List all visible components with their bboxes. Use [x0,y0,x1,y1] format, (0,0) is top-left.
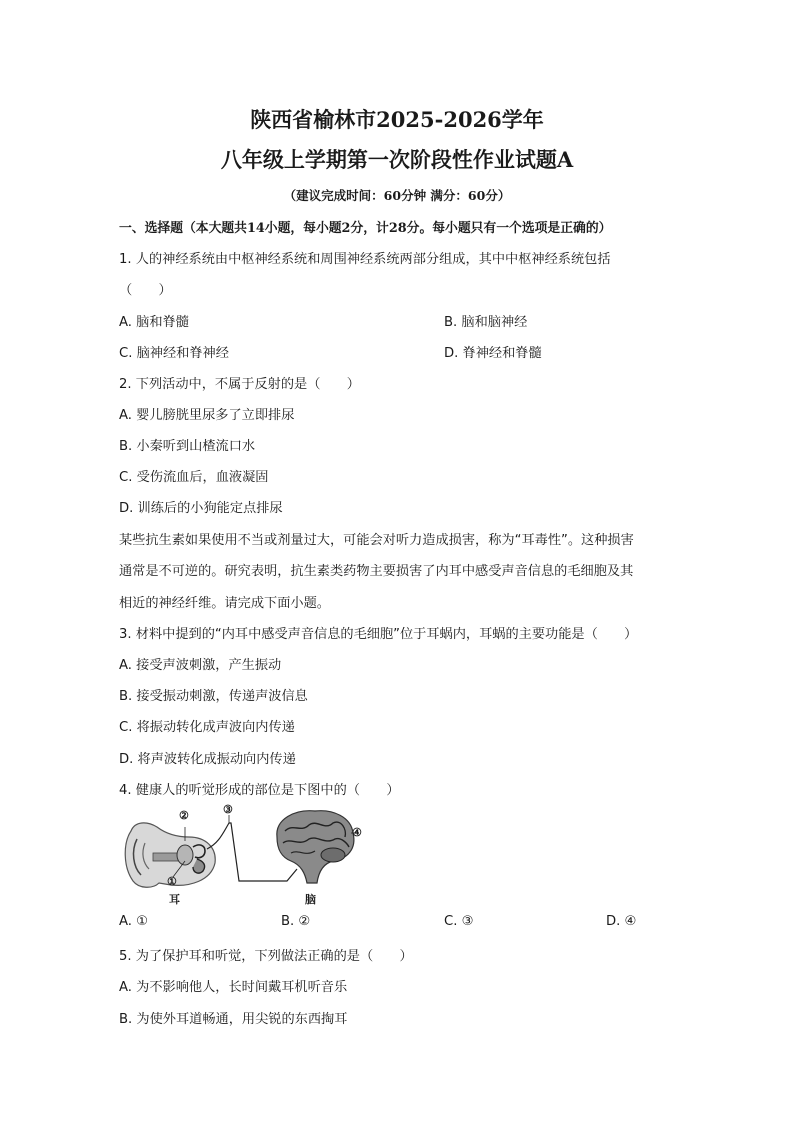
ear-brain-diagram [119,803,379,905]
question-2-option-c: C. 受伤流血后，血液凝固 [119,470,269,485]
question-3-option-b: B. 接受振动刺激，传递声波信息 [119,689,308,704]
question-1-option-c: C. 脑神经和脊神经 [119,346,229,361]
question-2-stem: 2. 下列活动中，不属于反射的是（ ） [119,377,360,392]
question-1-stem: 1. 人的神经系统由中枢神经系统和周围神经系统两部分组成，其中中枢神经系统包括 [119,252,611,267]
question-1-option-b: B. 脑和脑神经 [444,315,528,330]
question-2-option-a: A. 婴儿膀胱里尿多了立即排尿 [119,408,295,423]
question-1-option-d: D. 脊神经和脊髓 [444,346,542,361]
material-line-1: 某些抗生素如果使用不当或剂量过大，可能会对听力造成损害，称为“耳毒性”。这种损害 [119,533,634,548]
figure-label-4: ④ [352,826,362,839]
brain-drawing [277,811,359,883]
exam-info: （建议完成时间：60分钟 满分：60分） [283,188,511,203]
question-4-option-d: D. ④ [606,914,637,929]
material-line-2: 通常是不可逆的。研究表明，抗生素类药物主要损害了内耳中感受声音信息的毛细胞及其 [119,564,634,579]
figure-caption-ear: 耳 [169,893,180,906]
question-2-option-b: B. 小秦听到山楂流口水 [119,439,256,454]
figure-label-2: ② [179,809,189,822]
question-4-option-c: C. ③ [444,914,474,929]
figure-caption-brain: 脑 [305,893,316,906]
figure-label-1: ① [167,875,177,888]
section-heading: 一、选择题（本大题共14小题，每小题2分，计28分。每小题只有一个选项是正确的） [119,221,612,236]
question-1-blank: （ ） [119,283,172,298]
question-3-stem: 3. 材料中提到的“内耳中感受声音信息的毛细胞”位于耳蜗内，耳蜗的主要功能是（ ） [119,627,638,642]
figure-label-3: ③ [223,803,233,816]
question-5-option-b: B. 为使外耳道畅通，用尖锐的东西掏耳 [119,1012,348,1027]
exam-title-line1: 陕西省榆林市2025-2026学年 [250,107,544,132]
question-5-stem: 5. 为了保护耳和听觉，下列做法正确的是（ ） [119,949,413,964]
material-line-3: 相近的神经纤维。请完成下面小题。 [119,596,330,611]
question-4-option-a: A. ① [119,914,148,929]
question-3-option-c: C. 将振动转化成声波向内传递 [119,720,295,735]
question-3-option-a: A. 接受声波刺激，产生振动 [119,658,282,673]
question-4-option-b: B. ② [281,914,311,929]
question-1-option-a: A. 脑和脊髓 [119,315,189,330]
question-2-option-d: D. 训练后的小狗能定点排尿 [119,501,283,516]
question-4-stem: 4. 健康人的听觉形成的部位是下图中的（ ） [119,783,400,798]
question-5-option-a: A. 为不影响他人，长时间戴耳机听音乐 [119,980,348,995]
ear-brain-figure [119,803,379,905]
question-3-option-d: D. 将声波转化成振动向内传递 [119,752,296,767]
exam-title-line2: 八年级上学期第一次阶段性作业试题A [220,147,574,172]
